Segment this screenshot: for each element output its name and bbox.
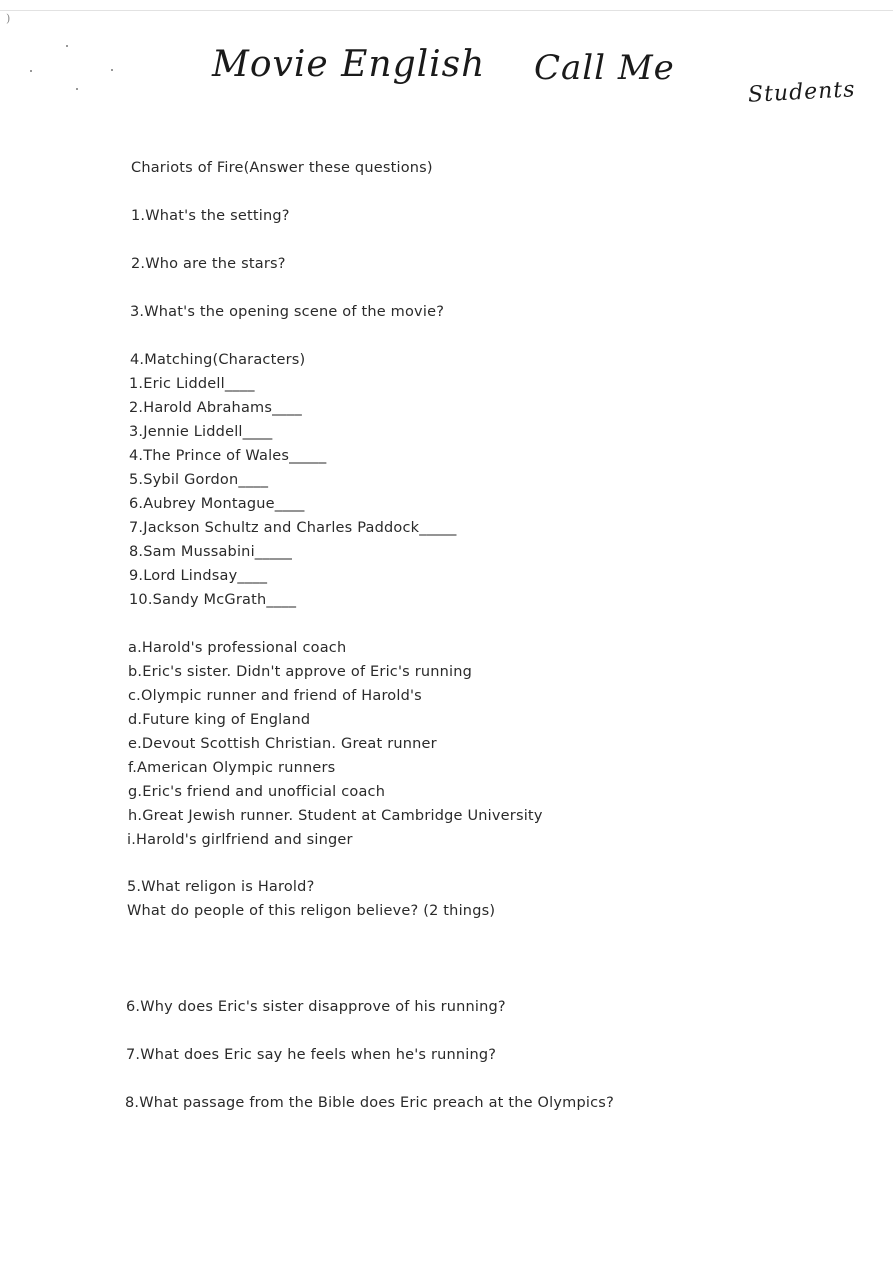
- handwritten-note-students: Students: [747, 77, 857, 108]
- description-item: g.Eric's friend and unofficial coach: [128, 784, 386, 800]
- character-item: 7.Jackson Schultz and Charles Paddock_____: [129, 520, 457, 536]
- character-item: 6.Aubrey Montague____: [129, 496, 305, 512]
- question-4: 4.Matching(Characters): [130, 352, 306, 368]
- description-item: b.Eric's sister. Didn't approve of Eric's running: [128, 664, 473, 680]
- question-5-sub: What do people of this religon believe? (2 things): [127, 903, 496, 919]
- description-item: f.American Olympic runners: [128, 760, 336, 776]
- question-6: 6.Why does Eric's sister disapprove of his running?: [126, 999, 506, 1015]
- character-item: 1.Eric Liddell____: [129, 376, 255, 392]
- corner-mark: ): [6, 12, 11, 25]
- character-item: 2.Harold Abrahams____: [129, 400, 302, 416]
- character-item: 5.Sybil Gordon____: [129, 472, 269, 488]
- description-item: c.Olympic runner and friend of Harold's: [128, 688, 422, 704]
- worksheet-title: Chariots of Fire(Answer these questions): [131, 160, 433, 176]
- character-item: 9.Lord Lindsay____: [129, 568, 268, 584]
- character-item: 3.Jennie Liddell____: [129, 424, 273, 440]
- handwritten-heading-right: Call Me: [534, 48, 675, 88]
- question-7: 7.What does Eric say he feels when he's running?: [126, 1047, 497, 1063]
- question-2: 2.Who are the stars?: [131, 256, 286, 272]
- character-item: 8.Sam Mussabini_____: [129, 544, 293, 560]
- question-5: 5.What religon is Harold?: [127, 879, 315, 895]
- question-8: 8.What passage from the Bible does Eric preach at the Olympics?: [125, 1095, 614, 1111]
- handwritten-heading-left: Movie English: [212, 44, 486, 85]
- question-1: 1.What's the setting?: [131, 208, 290, 224]
- character-item: 4.The Prince of Wales_____: [129, 448, 327, 464]
- description-item: d.Future king of England: [128, 712, 311, 728]
- description-item: i.Harold's girlfriend and singer: [127, 832, 353, 848]
- character-item: 10.Sandy McGrath____: [129, 592, 297, 608]
- description-item: h.Great Jewish runner. Student at Cambridge University: [128, 808, 543, 824]
- description-item: a.Harold's professional coach: [128, 640, 347, 656]
- question-3: 3.What's the opening scene of the movie?: [130, 304, 445, 320]
- description-item: e.Devout Scottish Christian. Great runner: [128, 736, 437, 752]
